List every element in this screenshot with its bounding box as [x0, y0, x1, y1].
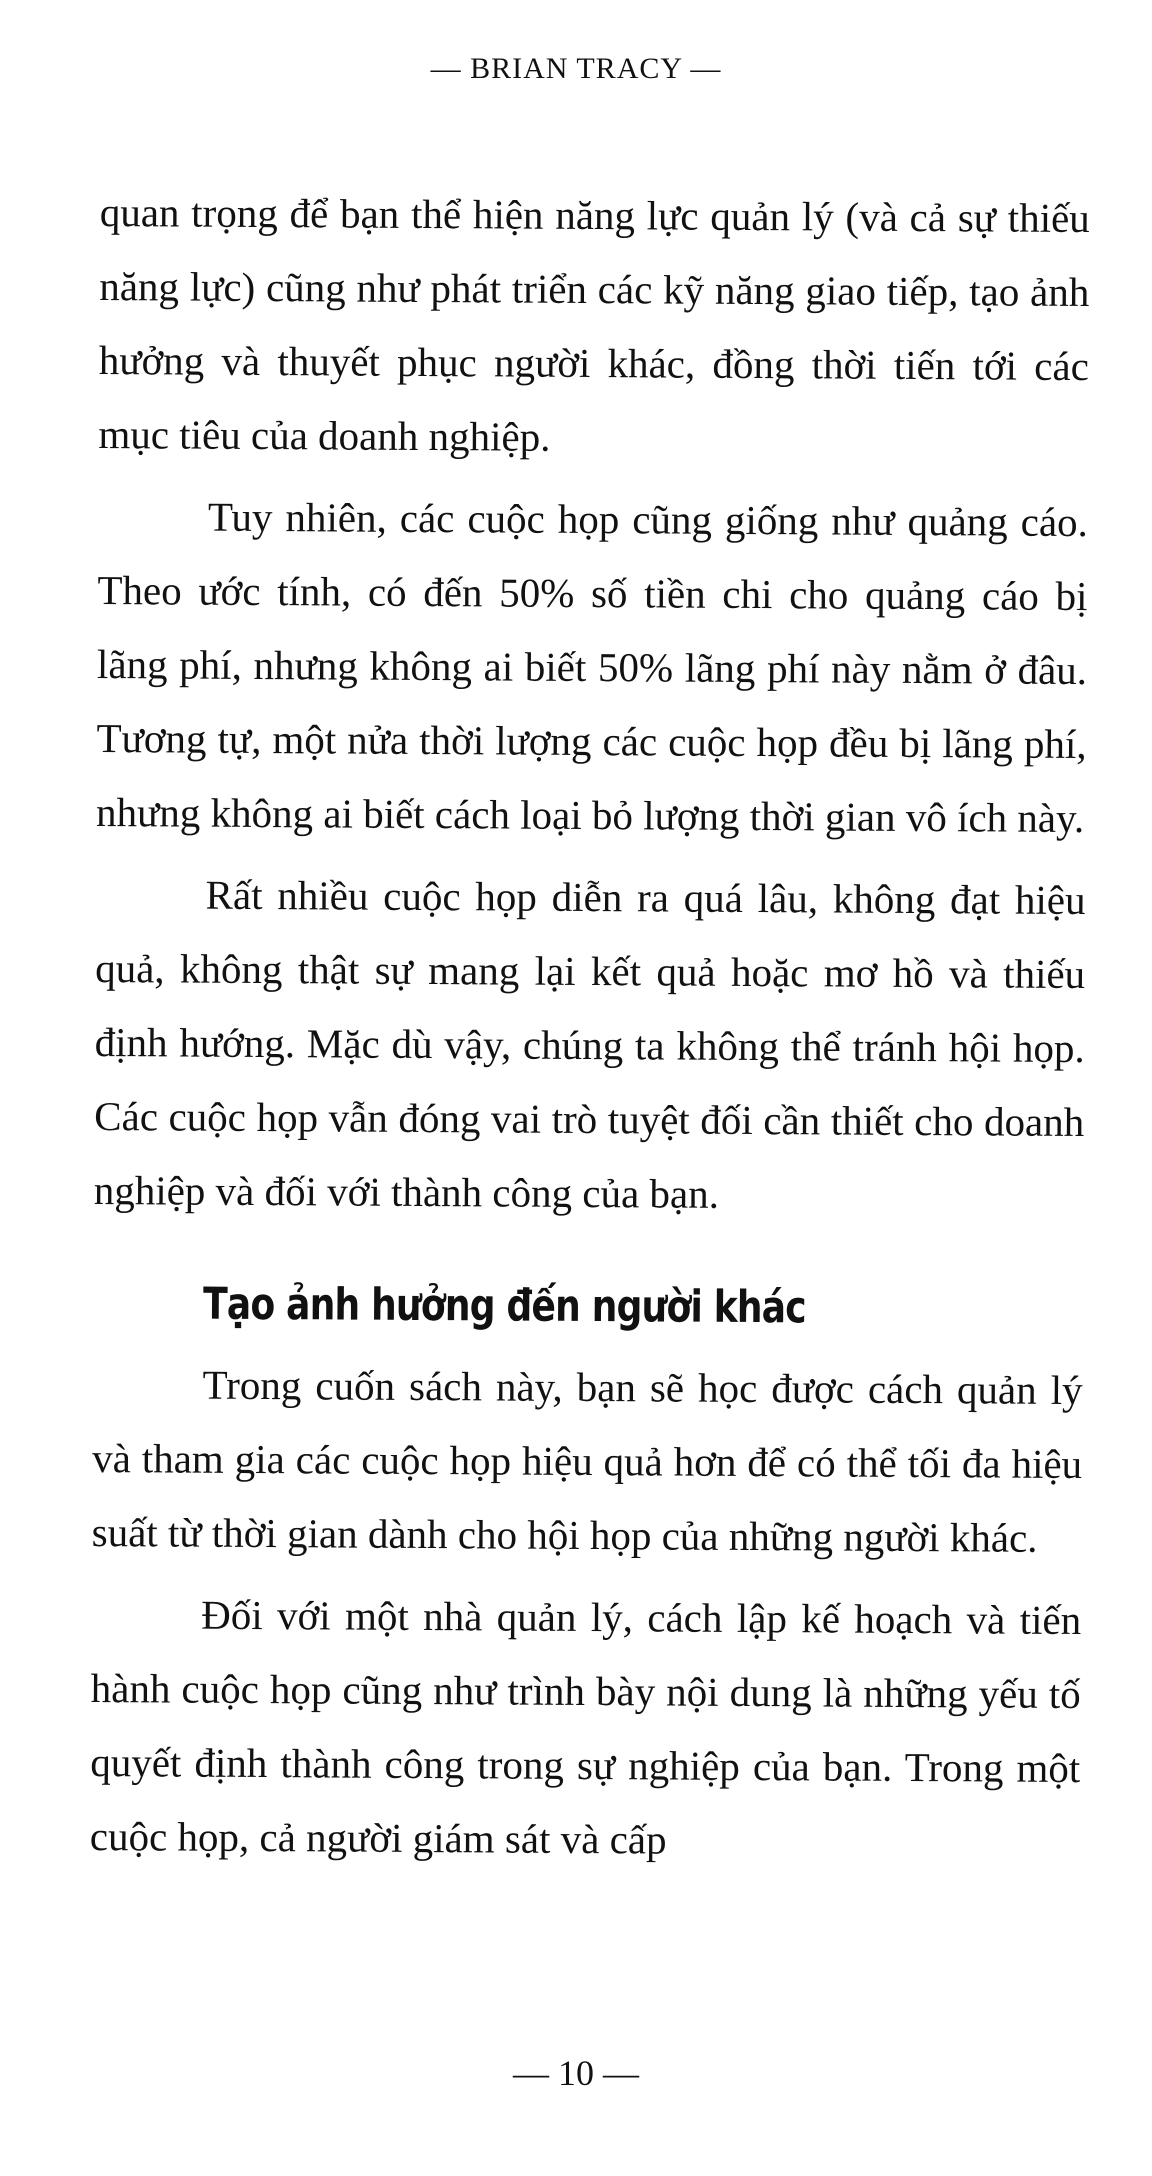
paragraph: Đối với một nhà quản lý, cách lập kế hoạch và tiến hành cuộc họp cũng như trình bày nội dung là những yếu tố quyết định thành công trong sự nghiệp của bạn. Trong một cuộc họp, cả người giám sát và cấp [89, 1591, 1082, 1863]
paragraph: Rất nhiều cuộc họp diễn ra quá lâu, không đạt hiệu quả, không thật sự mang lại kết quả hoặc mơ hồ và thiếu định hướng. Mặc dù vậy, chúng ta không thể tránh hội họp. Các cuộc họp vẫn đóng vai trò tuyệt đối cần thiết cho doanh nghiệp và đối với thành công của bạn. [93, 871, 1086, 1217]
page-number: — 10 — [513, 2053, 639, 2093]
page-body [90, 175, 1090, 1887]
section-heading: Tạo ảnh hưởng đến người khác [202, 1278, 806, 1334]
running-header: — BRIAN TRACY — [430, 52, 722, 85]
paragraph-continued: quan trọng để bạn thể hiện năng lực quản lý (và cả sự thiếu năng lực) cũng như phát triển các kỹ năng giao tiếp, tạo ảnh hưởng và thuyết phục người khác, đồng thời tiến tới các mục tiêu của doanh nghiệp. [98, 188, 1090, 460]
paragraph: Trong cuốn sách này, bạn sẽ học được cách quản lý và tham gia các cuộc họp hiệu quả hơn để có thể tối đa hiệu suất từ thời gian dành cho hội họp của những người khác. [91, 1361, 1083, 1561]
paragraph: Tuy nhiên, các cuộc họp cũng giống như quảng cáo. Theo ước tính, có đến 50% số tiền chi cho quảng cáo bị lãng phí, nhưng không ai biết 50% lãng phí này nằm ở đâu. Tương tự, một nửa thời lượng các cuộc họp đều bị lãng phí, nhưng không ai biết cách loại bỏ lượng thời gian vô ích này. [95, 493, 1089, 842]
